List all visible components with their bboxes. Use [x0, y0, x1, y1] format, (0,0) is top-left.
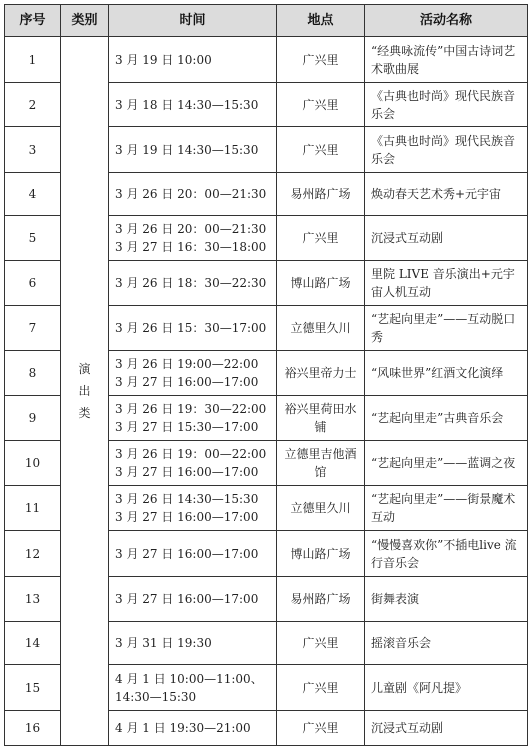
activity-name: 里院 LIVE 音乐演出+元宇宙人机互动 [371, 267, 515, 299]
time-line: 3 月 19 日 14:30—15:30 [115, 142, 259, 157]
row-activity [365, 127, 528, 173]
row-activity [365, 261, 528, 306]
row-activity [365, 396, 528, 441]
row-time [109, 83, 277, 127]
time-line: 3 月 26 日 19:00—22:00 [115, 357, 259, 371]
row-location: 裕兴里帝力士 [277, 351, 365, 396]
activity-name: “艺起向里走”——蓝调之夜 [371, 456, 516, 470]
row-activity [365, 83, 528, 127]
row-index: 10 [5, 441, 61, 486]
row-location: 裕兴里荷田水铺 [277, 396, 365, 441]
row-index: 13 [5, 577, 61, 622]
header-activity: 活动名称 [365, 5, 528, 37]
row-index: 8 [5, 351, 61, 396]
activity-name: 焕动春天艺术秀+元宇宙 [371, 187, 502, 201]
row-location: 博山路广场 [277, 261, 365, 306]
header-category: 类别 [61, 5, 109, 37]
row-location: 博山路广场 [277, 531, 365, 577]
row-activity [365, 351, 528, 396]
time-line: 3 月 27 日 15:30—17:00 [115, 420, 259, 434]
row-location: 广兴里 [277, 37, 365, 83]
time-line: 3 月 27 日 16:00—17:00 [115, 546, 259, 561]
time-line: 4 月 1 日 10:00—11:00、 [115, 671, 263, 686]
time-line: 14:30—15:30 [115, 689, 197, 704]
header-time: 时间 [109, 5, 277, 37]
time-line: 3 月 26 日 20：00—21:30 [115, 187, 267, 201]
category-label: 演出类 [78, 362, 91, 420]
time-line: 3 月 26 日 20：00—21:30 [115, 222, 267, 236]
row-time [109, 577, 277, 622]
activity-name: “风味世界”红酒文化演绎 [371, 366, 504, 380]
time-line: 3 月 27 日 16:00—17:00 [115, 592, 259, 606]
time-line: 3 月 18 日 14:30—15:30 [115, 97, 259, 112]
activity-name: “慢慢喜欢你”不插电live 流行音乐会 [371, 537, 517, 570]
row-activity [365, 486, 528, 531]
row-location: 广兴里 [277, 665, 365, 711]
row-activity [365, 306, 528, 351]
row-index: 12 [5, 531, 61, 577]
activity-name: 街舞表演 [371, 592, 420, 606]
time-line: 3 月 26 日 15：30—17:00 [115, 321, 267, 335]
time-line: 3 月 27 日 16:00—17:00 [115, 510, 259, 524]
row-time [109, 127, 277, 173]
activity-name: 沉浸式互动剧 [371, 231, 444, 245]
row-time [109, 306, 277, 351]
row-activity [365, 173, 528, 216]
row-location: 广兴里 [277, 622, 365, 665]
row-location: 易州路广场 [277, 173, 365, 216]
row-location: 立德里久川 [277, 306, 365, 351]
row-activity [365, 531, 528, 577]
row-index: 6 [5, 261, 61, 306]
time-line: 3 月 26 日 18：30—22:30 [115, 276, 267, 290]
table-header-row [5, 5, 528, 37]
time-line: 4 月 1 日 19:30—21:00 [115, 721, 251, 735]
row-time [109, 711, 277, 746]
time-line: 3 月 26 日 19：00—22:00 [115, 447, 267, 461]
row-time [109, 216, 277, 261]
category-cell [61, 37, 109, 746]
time-line: 3 月 26 日 14:30—15:30 [115, 492, 259, 506]
row-index: 16 [5, 711, 61, 746]
row-activity [365, 622, 528, 665]
row-time [109, 622, 277, 665]
activity-name: 摇滚音乐会 [371, 636, 432, 650]
row-index: 3 [5, 127, 61, 173]
activity-name: “艺起向里走”古典音乐会 [371, 411, 504, 425]
row-index: 14 [5, 622, 61, 665]
row-time [109, 351, 277, 396]
row-location: 广兴里 [277, 83, 365, 127]
table-body [5, 37, 528, 746]
row-time [109, 173, 277, 216]
time-line: 3 月 27 日 16:00—17:00 [115, 375, 259, 389]
time-line: 3 月 27 日 16：30—18:00 [115, 240, 267, 254]
activity-table [4, 4, 528, 746]
activity-name: “艺起向里走”——街景魔术互动 [371, 492, 516, 524]
row-location: 易州路广场 [277, 577, 365, 622]
row-location: 立德里吉他酒馆 [277, 441, 365, 486]
row-activity [365, 665, 528, 711]
activity-name: “艺起向里走”——互动脱口秀 [371, 312, 516, 344]
activity-name: 《古典也时尚》现代民族音乐会 [371, 133, 516, 166]
row-activity [365, 216, 528, 261]
row-time [109, 531, 277, 577]
row-index: 4 [5, 173, 61, 216]
row-time [109, 665, 277, 711]
row-time [109, 441, 277, 486]
row-time [109, 37, 277, 83]
row-time [109, 261, 277, 306]
row-index: 11 [5, 486, 61, 531]
row-activity [365, 577, 528, 622]
row-time [109, 396, 277, 441]
row-location: 立德里久川 [277, 486, 365, 531]
time-line: 3 月 19 日 10:00 [115, 52, 212, 67]
row-index: 2 [5, 83, 61, 127]
row-activity [365, 711, 528, 746]
activity-name: 儿童剧《阿凡提》 [371, 680, 468, 695]
row-activity [365, 37, 528, 83]
time-line: 3 月 27 日 16:00—17:00 [115, 465, 259, 479]
row-index: 1 [5, 37, 61, 83]
row-activity [365, 441, 528, 486]
row-index: 5 [5, 216, 61, 261]
row-location: 广兴里 [277, 711, 365, 746]
header-index: 序号 [5, 5, 61, 37]
row-index: 15 [5, 665, 61, 711]
row-index: 9 [5, 396, 61, 441]
table-row [5, 37, 528, 83]
time-line: 3 月 26 日 19：30—22:00 [115, 402, 267, 416]
row-time [109, 486, 277, 531]
row-location: 广兴里 [277, 127, 365, 173]
activity-name: 沉浸式互动剧 [371, 721, 444, 735]
row-location: 广兴里 [277, 216, 365, 261]
activity-name: “经典咏流传”中国古诗词艺术歌曲展 [371, 43, 516, 76]
activity-name: 《古典也时尚》现代民族音乐会 [371, 88, 516, 121]
header-location: 地点 [277, 5, 365, 37]
row-index: 7 [5, 306, 61, 351]
time-line: 3 月 31 日 19:30 [115, 636, 212, 650]
